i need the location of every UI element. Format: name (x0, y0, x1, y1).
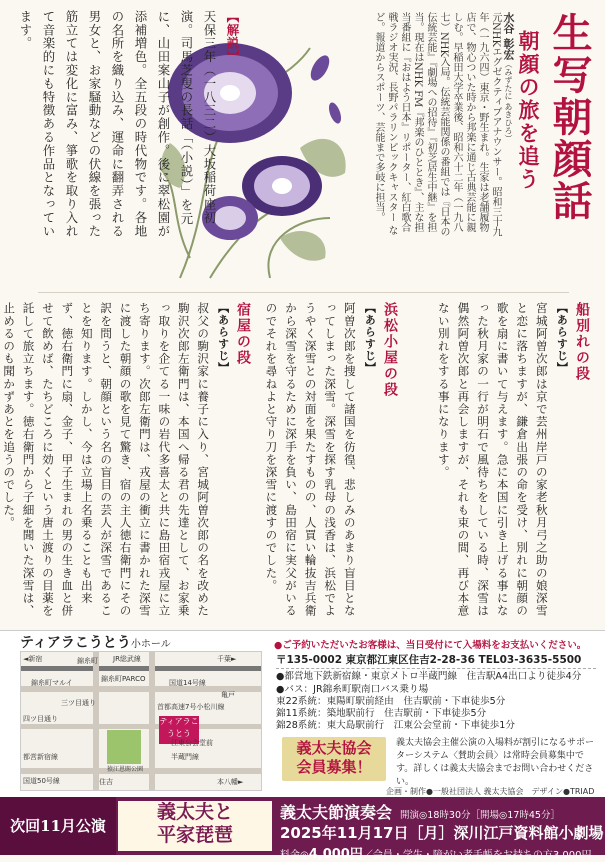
payment-notice: ●ご予約いただいたお客様は、当日受付にて入場料をお支払いください。 (274, 640, 587, 651)
next-show-details (280, 800, 604, 862)
map-label-motoyawata: 本八幡► (217, 778, 244, 786)
membership-text: 義太夫協会主催公演の入場料が割引になるサポーターシステム〈賛助会員〉は常時会員募集中です。詳しくは義太夫協会までお問い合わせください。 (396, 738, 595, 787)
map-label-marui: 錦糸町マルイ (31, 679, 73, 687)
host-bio (373, 12, 515, 240)
page-subtitle: 朝顔の旅を追う (516, 30, 541, 191)
map-label-koukaido: 江東公会堂前 (171, 739, 213, 747)
commentary-heading: 【解説】 (225, 10, 240, 64)
synopsis-label: 【あらすじ】 (216, 302, 230, 374)
map-label-kinshicho: 錦糸町 (77, 657, 98, 665)
credit-line: 企画・制作●一般社団法人 義太夫協会 デザイン●TRIAD (386, 787, 595, 796)
event-name: 義太夫節演奏会 (280, 803, 393, 822)
price-value: 4,000円 (308, 847, 363, 862)
badge-line2: 会員募集！ (296, 758, 372, 776)
venue-map (20, 651, 262, 791)
map-label-kameido: 亀戸 (221, 691, 235, 699)
section-funawakare (391, 302, 591, 622)
host-name: 水谷 彰宏 (502, 12, 515, 60)
map-label-yotsume: 四ツ目通り (23, 715, 58, 723)
section-heading: 宿屋の段 (235, 302, 251, 366)
price-note: ／会員・学生・障がい者手帳をお持ちの方3,000円 (362, 850, 592, 861)
host-bio-text: 元NHKエグゼクティブアナウンサー。昭和三十九年（一九六四）東京・野生まれ。生家は老舗履物店で、物心ついた時から邦楽に通じ古典芸能に親しむ。早稲田大学卒業後、昭和六十二年（一九八七）NHK入局。伝統芸能関係の番組では『日本の伝統芸能』『劇場への招待』『初芝居生中継』を担当。現在はNHK FM『邦楽のひととき』、主な担当番組に『おはよう日本』リポーター、紅白歌合戦ラジオ実況、長野パラリンピックキャスター など。報道からスポーツ、芸能まで多岐に担当。 (373, 12, 501, 237)
map-label-shuto: 首都高速7号小松川線 (157, 703, 225, 711)
event-price (280, 843, 604, 862)
page-title: 生写朝顔話 (546, 12, 593, 222)
next-performance-label: 次回11月公演 (0, 797, 116, 855)
tiara-marker: ティアラこうとう (159, 716, 199, 744)
event-time: 開演◎18時30分［開場◎17時45分］ (400, 810, 560, 821)
map-label-mitsume: 三ツ目通り (61, 699, 96, 707)
synopsis-text: 叔父の駒沢家に養子に入り、宮城阿曽次郎の名を改めた駒沢次郎左衛門は、本国へ帰る君の先達として、お家乗っ取りを企てる一味の岩代多喜太と共に島田宿戎屋に立ち寄ります。次郎左衛門は、戎屋の衝立に書かれた深雪に渡した朝顔の歌を見て驚き、宿の主人徳右衛門にその訳を問うと、朝顔という名の盲目の芸人が深雪であることを知ります。しかし、今は立場上名乗ることも出来ず、徳右衛門に扇、金子、甲子生まれの男の生き血と併せて飲めば、たちどころに効くという唐土渡りの目薬を託して旅立ちます。徳右衛門から子細を聞いた深雪は、止めるのも聞かずあとを追うのでした。 (2, 302, 211, 617)
membership-badge (282, 737, 386, 781)
host-name-ruby: （みずたに あきひろ） (504, 59, 513, 143)
badge-line1: 義太夫協会 (296, 739, 372, 757)
commentary-text: 天保三年（一八三二）大坂稲荷座初演。司馬芝叟の長話「（小説）」を元に、山田案山子が創作。後に翠松園が添補増色。全五段の時代物です。各地の名所を織り込み、運命に翻弄される男女と、お家騒動などの伏線を張った筋立ては変化に富み、箏歌を取り入れて音楽的にも特徴ある作品となっています。 (18, 10, 217, 238)
show-title-line2: 平家琵琶 (156, 824, 233, 846)
yotsume-road (93, 652, 99, 790)
synopsis-text: 阿曽次郎を捜して諸国を彷徨、悲しみのあまり盲目となってしまった深雪。深雪を探す乳母の浅香は、浜松でようやく深雪との対面を果たすものの、人買い輪抜吉兵衛から深雪を守るために深手を負い、島田宿に実父がいるのでそれを尋ねよと守り刀を深雪に渡すのでした。 (264, 302, 357, 617)
access-line: 錦28系統：東大島駅前行 江東公会堂前・下車徒歩1分 (276, 720, 515, 732)
synopsis-label: 【あらすじ】 (363, 302, 377, 374)
map-label-shinjukusen: 都営新宿線 (23, 753, 58, 761)
map-label-park: 猿江恩賜公園 (107, 766, 144, 773)
map-label-jr: JR総武線 (113, 655, 141, 663)
access-line: ●バス：JR錦糸町駅南口バス乗り場 (276, 683, 429, 695)
venue-name: ティアラこうとう (20, 635, 131, 651)
buds (307, 52, 344, 125)
map-label-hanzomon: 半蔵門線 (171, 753, 199, 761)
expressway-road (21, 724, 261, 729)
venue-address (276, 654, 596, 733)
section-heading: 浜松小屋の段 (382, 302, 398, 398)
venue-sub: 小ホール (130, 639, 171, 650)
map-label-shinjuku: ◄新宿 (23, 655, 43, 663)
park-area (107, 730, 141, 764)
section-hamamatsu (249, 302, 399, 622)
map-label-sumiyoshi: 住吉 (99, 778, 113, 786)
map-label-route50: 国道50号線 (23, 777, 60, 785)
price-label: 料金◎ (280, 850, 309, 861)
map-label-chiba: 千葉► (217, 655, 237, 663)
show-title-line1: 義太夫と (156, 801, 233, 823)
map-label-route14: 国道14号線 (169, 679, 206, 687)
venue-title (20, 632, 171, 652)
next-show-title (118, 801, 272, 851)
map-label-parco: 錦糸町PARCO (101, 675, 146, 683)
section-heading: 船別れの段 (574, 302, 590, 382)
event-date: 2025年11月17日［月］深川江戸資料館小劇場 (280, 824, 604, 842)
divider (38, 292, 569, 293)
jr-line (21, 666, 261, 671)
section-yadoya (2, 302, 252, 622)
mitsume-road (149, 652, 155, 790)
access-line: 錦11系統：築地駅前行 住吉駅前・下車徒歩5分 (276, 708, 487, 720)
access-line: ●都営地下鉄新宿線・東京メトロ半蔵門線 住吉駅A4出口より徒歩4分 (276, 671, 582, 683)
venue-postal: 〒135-0002 東京都江東区住吉2-28-36 TEL03-3635-5500 (276, 654, 582, 666)
synopsis-text: 宮城阿曽次郎は京で芸州岸戸の家老秋月弓之助の娘深雪と恋に落ちますが、鎌倉出張の命を受け、別れに朝顔の歌を扇に書いて与えます。急に本国に引き上げる事になった秋月家の一行が明石で風待ちをしている時、深雪は偶然阿曽次郎と再会しますが、それも束の間、再び本意ない別れをする事になります。 (436, 302, 549, 617)
synopsis-label: 【あらすじ】 (555, 302, 569, 374)
commentary (12, 10, 244, 250)
access-line: 東22系統：東陽町駅前経由 住吉駅前・下車徒歩5分 (276, 695, 506, 707)
